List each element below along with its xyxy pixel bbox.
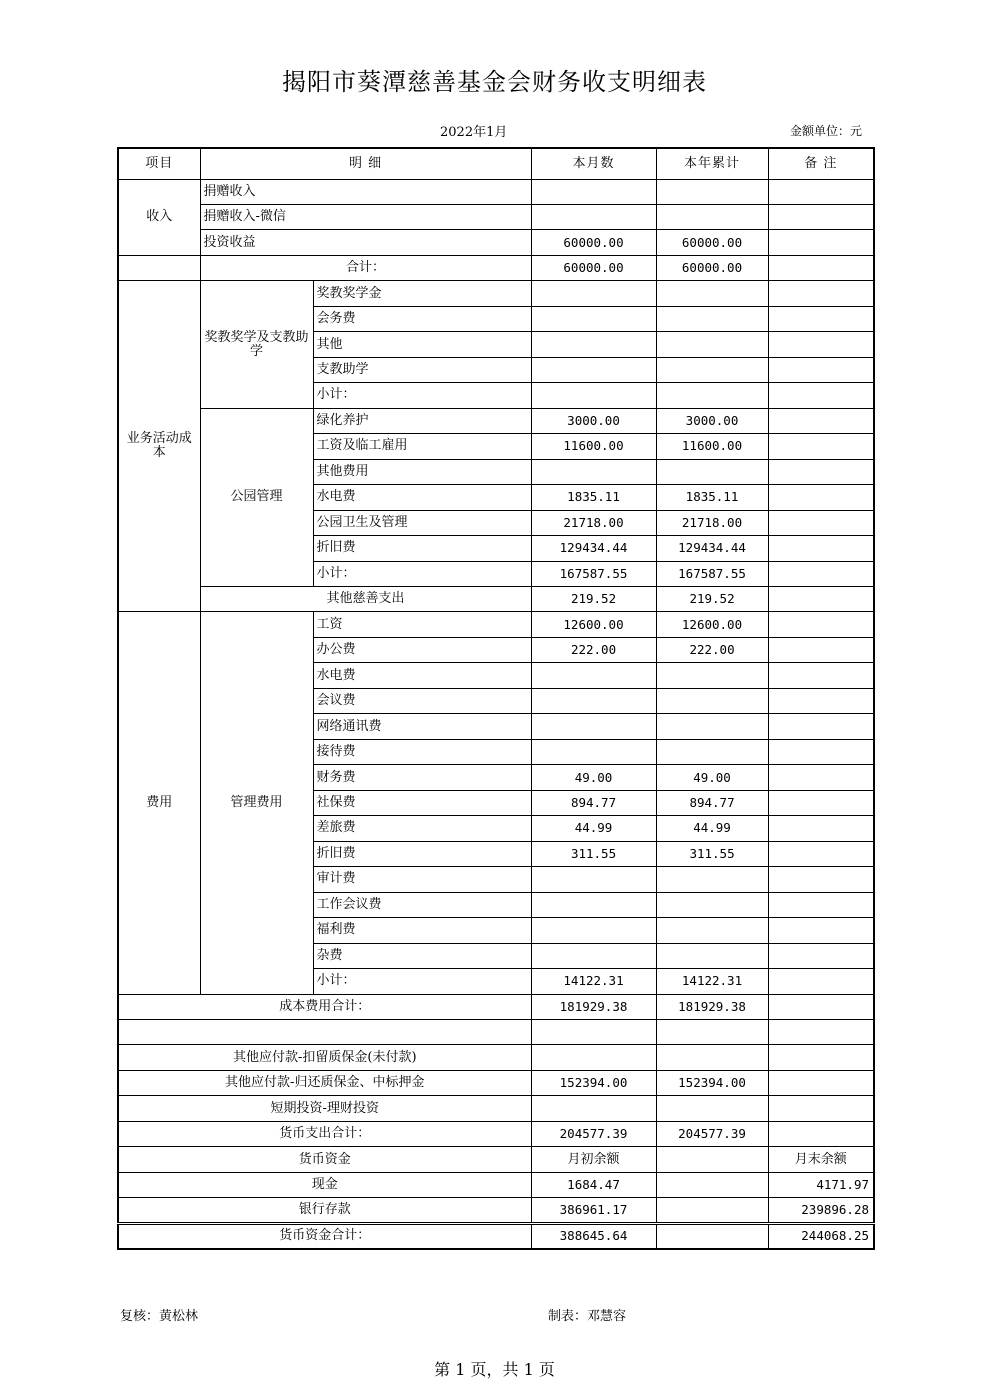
note-cell: [768, 1070, 874, 1095]
row-name: 工资及临工雇用: [313, 434, 531, 459]
note-cell: [768, 612, 874, 637]
ytd-value: 60000.00: [656, 255, 768, 280]
row-name: 会务费: [313, 306, 531, 331]
table-row: [118, 612, 874, 637]
row-name: 财务费: [313, 765, 531, 790]
row-name: 投资收益: [200, 230, 531, 255]
note-cell: [768, 357, 874, 382]
month-value: [531, 688, 656, 713]
note-cell: [768, 1096, 874, 1121]
ytd-value: [656, 306, 768, 331]
month-value: [531, 918, 656, 943]
row-name: 工资: [313, 612, 531, 637]
ytd-value: [656, 918, 768, 943]
note-cell: [768, 536, 874, 561]
table-row: [118, 281, 874, 306]
note-cell: [768, 306, 874, 331]
note-cell: [768, 739, 874, 764]
month-value: [531, 306, 656, 331]
note-cell: [768, 663, 874, 688]
ytd-value: 3000.00: [656, 408, 768, 433]
table-row: [118, 1045, 874, 1070]
row-name: 折旧费: [313, 536, 531, 561]
award-label: 奖教奖学及支教助学: [200, 281, 313, 408]
row-name: 其他: [313, 332, 531, 357]
header-month: 本月数: [531, 148, 656, 179]
row-name: 会议费: [313, 688, 531, 713]
note-cell: [768, 179, 874, 204]
month-value: [531, 383, 656, 408]
ytd-value: 1835.11: [656, 485, 768, 510]
month-value: [531, 179, 656, 204]
note-cell: [768, 459, 874, 484]
begin-balance: 1684.47: [531, 1172, 656, 1197]
end-balance: 244068.25: [768, 1223, 874, 1248]
table-row: [118, 587, 874, 612]
ytd-value: 311.55: [656, 841, 768, 866]
month-value: [531, 459, 656, 484]
ytd-value: [656, 892, 768, 917]
ytd-value: [656, 204, 768, 229]
note-cell: [768, 841, 874, 866]
month-value: 129434.44: [531, 536, 656, 561]
note-cell: [768, 969, 874, 994]
row-name: 小计：: [313, 383, 531, 408]
end-balance-header: 月末余额: [768, 1147, 874, 1172]
funds-header-label: 货币资金: [118, 1147, 531, 1172]
month-value: 219.52: [531, 587, 656, 612]
income-label: 收入: [118, 179, 200, 255]
month-value: [531, 892, 656, 917]
ytd-value: [656, 943, 768, 968]
ytd-value: [656, 688, 768, 713]
month-value: 152394.00: [531, 1070, 656, 1095]
row-name: 其他应付款-归还质保金、中标押金: [118, 1070, 531, 1095]
ytd-value: 181929.38: [656, 994, 768, 1019]
note-cell: [768, 994, 874, 1019]
preparer: 制表：邓慧容: [548, 1309, 627, 1324]
header-row: [118, 148, 874, 179]
ytd-value: 167587.55: [656, 561, 768, 586]
month-value: 60000.00: [531, 230, 656, 255]
month-value: 49.00: [531, 765, 656, 790]
other-charity-label: 其他慈善支出: [200, 587, 531, 612]
row-name: 小计：: [313, 969, 531, 994]
header-detail: 明 细: [200, 148, 531, 179]
row-name: 办公费: [313, 637, 531, 662]
month-value: 167587.55: [531, 561, 656, 586]
note-cell: [768, 1045, 874, 1070]
blank-cell: [656, 1019, 768, 1044]
row-name: 社保费: [313, 790, 531, 815]
ytd-value: 894.77: [656, 790, 768, 815]
note-cell: [768, 230, 874, 255]
income-total-label: 合计：: [200, 255, 531, 280]
ytd-value: [656, 179, 768, 204]
month-value: 60000.00: [531, 255, 656, 280]
row-name: 短期投资-理财投资: [118, 1096, 531, 1121]
cost-total-label: 成本费用合计：: [118, 994, 531, 1019]
ytd-value: [656, 1045, 768, 1070]
begin-balance-header: 月初余额: [531, 1147, 656, 1172]
row-name: 福利费: [313, 918, 531, 943]
month-value: [531, 357, 656, 382]
month-value: [531, 332, 656, 357]
note-cell: [768, 204, 874, 229]
month-value: [531, 281, 656, 306]
note-cell: [768, 790, 874, 815]
ytd-value: 49.00: [656, 765, 768, 790]
note-cell: [768, 383, 874, 408]
month-value: [531, 204, 656, 229]
row-name: 接待费: [313, 739, 531, 764]
table-row: [118, 204, 874, 229]
report-date: 2022年1月: [440, 125, 508, 140]
month-value: 311.55: [531, 841, 656, 866]
row-name: 工作会议费: [313, 892, 531, 917]
header-item: 项目: [118, 148, 200, 179]
business-label: 业务活动成本: [118, 281, 200, 612]
blank-cell: [118, 255, 200, 280]
month-value: [531, 739, 656, 764]
header-ytd: 本年累计: [656, 148, 768, 179]
month-value: 11600.00: [531, 434, 656, 459]
ytd-value: [656, 357, 768, 382]
row-name: 网络通讯费: [313, 714, 531, 739]
month-value: 21718.00: [531, 510, 656, 535]
table-row: [118, 1172, 874, 1197]
ytd-value: 21718.00: [656, 510, 768, 535]
page-indicator: 第 1 页，共 1 页: [434, 1360, 555, 1379]
row-name: 绿化养护: [313, 408, 531, 433]
note-cell: [768, 816, 874, 841]
end-balance: 239896.28: [768, 1198, 874, 1223]
month-value: 204577.39: [531, 1121, 656, 1146]
note-cell: [768, 688, 874, 713]
row-name: 其他应付款-扣留质保金(未付款): [118, 1045, 531, 1070]
note-cell: [768, 281, 874, 306]
note-cell: [768, 867, 874, 892]
month-value: [531, 943, 656, 968]
blank-cell: [118, 1019, 531, 1044]
note-cell: [768, 918, 874, 943]
expense-label: 费用: [118, 612, 200, 994]
ytd-value: [656, 281, 768, 306]
ytd-value: [656, 739, 768, 764]
month-value: 44.99: [531, 816, 656, 841]
blank-cell: [531, 1019, 656, 1044]
note-cell: [768, 434, 874, 459]
note-cell: [768, 561, 874, 586]
ytd-value: [656, 332, 768, 357]
row-name: 审计费: [313, 867, 531, 892]
row-name: 其他费用: [313, 459, 531, 484]
note-cell: [768, 892, 874, 917]
month-value: [531, 1096, 656, 1121]
row-name: 水电费: [313, 485, 531, 510]
begin-balance: 386961.17: [531, 1198, 656, 1223]
note-cell: [768, 485, 874, 510]
table-row: [118, 230, 874, 255]
page-title: 揭阳市葵潭慈善基金会财务收支明细表: [282, 68, 707, 96]
ytd-value: 44.99: [656, 816, 768, 841]
row-name: 杂费: [313, 943, 531, 968]
amount-unit: 金额单位：元: [790, 124, 863, 138]
month-value: 222.00: [531, 637, 656, 662]
month-value: 3000.00: [531, 408, 656, 433]
table-row: [118, 1223, 874, 1248]
table-row: [118, 1198, 874, 1223]
mgmt-label: 管理费用: [200, 612, 313, 994]
row-name: 折旧费: [313, 841, 531, 866]
ytd-value: [656, 867, 768, 892]
table-row: [118, 1121, 874, 1146]
month-value: [531, 663, 656, 688]
ytd-value: 204577.39: [656, 1121, 768, 1146]
note-cell: [768, 714, 874, 739]
month-value: 12600.00: [531, 612, 656, 637]
blank-cell: [656, 1198, 768, 1223]
blank-cell: [656, 1223, 768, 1248]
note-cell: [768, 943, 874, 968]
note-cell: [768, 510, 874, 535]
ytd-value: 219.52: [656, 587, 768, 612]
row-name: 奖教奖学金: [313, 281, 531, 306]
ytd-value: 12600.00: [656, 612, 768, 637]
row-name: 小计：: [313, 561, 531, 586]
ytd-value: 222.00: [656, 637, 768, 662]
cash-out-total-label: 货币支出合计：: [118, 1121, 531, 1146]
note-cell: [768, 255, 874, 280]
ytd-value: [656, 383, 768, 408]
month-value: 181929.38: [531, 994, 656, 1019]
ytd-value: [656, 459, 768, 484]
row-name: 差旅费: [313, 816, 531, 841]
ytd-value: 152394.00: [656, 1070, 768, 1095]
blank-row: [118, 1019, 874, 1044]
row-name: 支教助学: [313, 357, 531, 382]
table-row: [118, 1096, 874, 1121]
table-row: [118, 1070, 874, 1095]
note-cell: [768, 765, 874, 790]
blank-cell: [656, 1172, 768, 1197]
table-row: [118, 179, 874, 204]
table-row: [118, 255, 874, 280]
ytd-value: 129434.44: [656, 536, 768, 561]
note-cell: [768, 1121, 874, 1146]
end-balance: 4171.97: [768, 1172, 874, 1197]
funds-total-label: 货币资金合计：: [118, 1223, 531, 1248]
ytd-value: 11600.00: [656, 434, 768, 459]
month-value: 1835.11: [531, 485, 656, 510]
note-cell: [768, 332, 874, 357]
park-label: 公园管理: [200, 408, 313, 586]
bank-label: 银行存款: [118, 1198, 531, 1223]
blank-cell: [768, 1019, 874, 1044]
blank-cell: [656, 1147, 768, 1172]
table-row: [118, 994, 874, 1019]
reviewer: 复核：黄松林: [120, 1309, 199, 1324]
month-value: [531, 867, 656, 892]
ytd-value: 14122.31: [656, 969, 768, 994]
ytd-value: [656, 714, 768, 739]
header-note: 备 注: [768, 148, 874, 179]
note-cell: [768, 408, 874, 433]
cash-label: 现金: [118, 1172, 531, 1197]
begin-balance: 388645.64: [531, 1223, 656, 1248]
table-row: [118, 408, 874, 433]
ytd-value: 60000.00: [656, 230, 768, 255]
month-value: 894.77: [531, 790, 656, 815]
finance-table: [117, 147, 875, 1250]
row-name: 水电费: [313, 663, 531, 688]
month-value: [531, 714, 656, 739]
row-name: 捐赠收入-微信: [200, 204, 531, 229]
row-name: 公园卫生及管理: [313, 510, 531, 535]
row-name: 捐赠收入: [200, 179, 531, 204]
ytd-value: [656, 1096, 768, 1121]
note-cell: [768, 637, 874, 662]
ytd-value: [656, 663, 768, 688]
note-cell: [768, 587, 874, 612]
month-value: [531, 1045, 656, 1070]
month-value: 14122.31: [531, 969, 656, 994]
table-row: [118, 1147, 874, 1172]
